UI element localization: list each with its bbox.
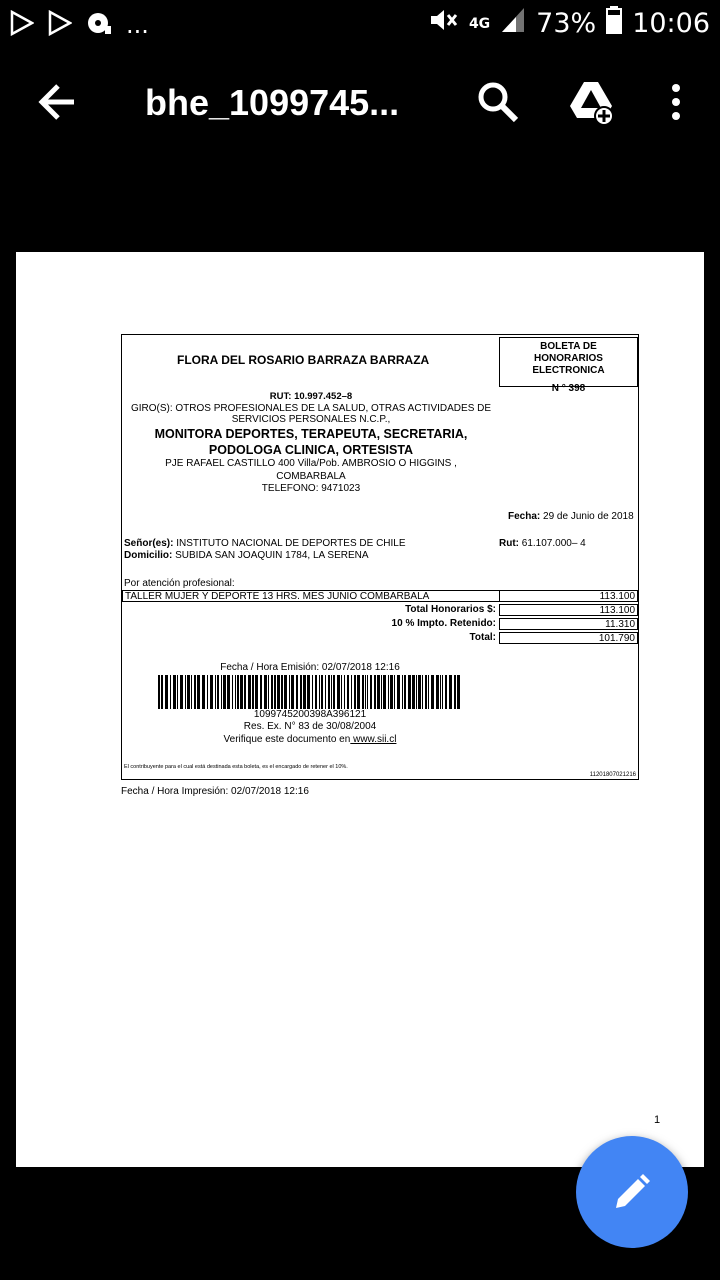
clock: 10:06	[632, 8, 710, 39]
boleta-number: N ° 398	[551, 383, 586, 394]
battery-percent: 73%	[536, 8, 597, 39]
barcode-bar	[445, 675, 447, 709]
barcode-bar	[217, 675, 219, 709]
item-description: TALLER MUJER Y DEPORTE 13 HRS. MES JUNIO COMBARBALA	[122, 590, 500, 602]
giro-line1: GIRO(S): OTROS PROFESIONALES DE LA SALUD, OTRAS ACTIVIDADES DE	[130, 403, 492, 414]
profession-line2: PODOLOGA CLINICA, ORTESISTA	[208, 443, 414, 457]
boleta-title: BOLETA DE HONORARIOS ELECTRONICA	[532, 341, 605, 376]
barcode-bar	[158, 675, 160, 709]
barcode-bar	[281, 675, 283, 709]
barcode-bar	[185, 675, 186, 709]
address-line2: COMBARBALA	[276, 471, 346, 482]
play-store-icon	[10, 10, 34, 40]
footnote: El contribuyente para el cual está destinada esta boleta, es el encargado de retener el 10%.	[124, 764, 348, 770]
barcode-bar	[244, 675, 246, 709]
boleta-document	[121, 334, 639, 780]
barcode-bar	[354, 675, 356, 709]
impto-value: 11.310	[499, 618, 638, 630]
total-value: 101.790	[499, 632, 638, 644]
barcode-bar	[264, 675, 267, 709]
barcode-bar	[454, 675, 456, 709]
barcode-bar	[291, 675, 294, 709]
atencion-label: Por atención profesional:	[124, 578, 235, 589]
barcode-bar	[177, 675, 178, 709]
barcode-bar	[277, 675, 280, 709]
barcode-bar	[274, 675, 276, 709]
barcode-bar	[194, 675, 196, 709]
barcode-bar	[365, 675, 366, 709]
barcode-bar	[300, 675, 302, 709]
total-label: Total:	[469, 632, 496, 643]
res-ex: Res. Ex. N° 83 de 30/08/2004	[243, 721, 377, 732]
network-type: 4G	[468, 15, 491, 32]
barcode-bar	[440, 675, 441, 709]
barcode-bar	[344, 675, 345, 709]
address-line1: PJE RAFAEL CASTILLO 400 Villa/Pob. AMBROSIO O HIGGINS ,	[165, 458, 457, 469]
more-options-icon[interactable]	[652, 78, 700, 126]
barcode-bar	[412, 675, 415, 709]
barcode-bar	[237, 675, 239, 709]
rut-client: Rut: 61.107.000– 4	[499, 538, 586, 549]
total-honorarios-label: Total Honorarios $:	[405, 604, 496, 615]
barcode-bar	[457, 675, 460, 709]
play-store-icon	[48, 10, 72, 40]
barcode-bar	[321, 675, 323, 709]
barcode-bar	[284, 675, 287, 709]
barcode-bar	[416, 675, 417, 709]
status-bar	[0, 0, 720, 48]
barcode-bar	[337, 675, 340, 709]
barcode-bar	[319, 675, 320, 709]
mute-icon	[429, 6, 459, 41]
barcode-bar	[436, 675, 439, 709]
barcode-bar	[180, 675, 183, 709]
profession-line1: MONITORA DEPORTES, TERAPEUTA, SECRETARIA,	[154, 427, 468, 441]
barcode-bar	[170, 675, 171, 709]
page-number: 1	[654, 1114, 661, 1126]
barcode-bar	[303, 675, 306, 709]
signal-icon	[500, 6, 526, 41]
barcode-bar	[370, 675, 372, 709]
barcode-bar	[207, 675, 208, 709]
barcode-bar	[383, 675, 386, 709]
barcode-bar	[252, 675, 254, 709]
barcode-bar	[388, 675, 389, 709]
sii-link[interactable]: www.sii.cl	[350, 734, 397, 745]
issuer-rut: RUT: 10.997.452–8	[269, 391, 353, 402]
barcode-bar	[404, 675, 406, 709]
barcode-bar	[268, 675, 269, 709]
barcode-bar	[377, 675, 380, 709]
battery-icon	[606, 6, 622, 41]
barcode-bar	[307, 675, 310, 709]
more-notifications: ...	[126, 11, 149, 39]
item-amount: 113.100	[499, 590, 638, 602]
barcode-bar	[215, 675, 216, 709]
barcode-bar	[260, 675, 262, 709]
barcode-bar	[394, 675, 395, 709]
barcode-bar	[331, 675, 332, 709]
barcode-bar	[422, 675, 423, 709]
app-toolbar	[0, 48, 720, 160]
barcode-bar	[202, 675, 205, 709]
barcode-bar	[328, 675, 330, 709]
barcode-bar	[221, 675, 222, 709]
total-honorarios-value: 113.100	[499, 604, 638, 616]
barcode-bar	[232, 675, 233, 709]
boleta-box	[499, 337, 638, 394]
barcode-bar	[408, 675, 411, 709]
domicilio: Domicilio: SUBIDA SAN JOAQUIN 1784, LA SERENA	[124, 550, 369, 561]
back-arrow-icon[interactable]	[30, 74, 86, 130]
barcode-bar	[397, 675, 400, 709]
barcode-bar	[390, 675, 393, 709]
verifique: Verifique este documento en www.sii.cl	[223, 734, 397, 745]
barcode-bar	[161, 675, 163, 709]
barcode-bar	[248, 675, 251, 709]
barcode-bar	[187, 675, 190, 709]
barcode-bar	[374, 675, 376, 709]
fecha: Fecha: 29 de Junio de 2018	[508, 511, 634, 522]
barcode-bar	[173, 675, 176, 709]
barcode-bar	[357, 675, 360, 709]
document-code: 11201807021216	[589, 772, 636, 778]
system-icons	[429, 6, 710, 41]
barcode-bar	[333, 675, 335, 709]
barcode-bar	[341, 675, 342, 709]
file-title: bhe_1099745...	[145, 82, 400, 123]
barcode-image	[158, 675, 462, 709]
barcode-number: 1099745200398A396121	[253, 709, 367, 720]
barcode-bar	[351, 675, 352, 709]
barcode-bar	[271, 675, 273, 709]
barcode-bar	[296, 675, 298, 709]
barcode-bar	[197, 675, 200, 709]
barcode-bar	[347, 675, 349, 709]
barcode-bar	[165, 675, 168, 709]
barcode-bar	[381, 675, 382, 709]
barcode-bar	[240, 675, 243, 709]
barcode-bar	[428, 675, 429, 709]
barcode-bar	[289, 675, 290, 709]
barcode-bar	[235, 675, 236, 709]
barcode-bar	[210, 675, 213, 709]
barcode-bar	[223, 675, 226, 709]
barcode-bar	[325, 675, 326, 709]
add-to-drive-icon[interactable]	[568, 78, 616, 126]
barcode-bar	[227, 675, 230, 709]
impresion: Fecha / Hora Impresión: 02/07/2018 12:16	[121, 786, 309, 797]
emision: Fecha / Hora Emisión: 02/07/2018 12:16	[220, 662, 400, 673]
barcode-bar	[191, 675, 192, 709]
edit-pencil-icon	[612, 1172, 652, 1217]
barcode-bar	[431, 675, 434, 709]
notification-icons	[10, 10, 149, 40]
senor: Señor(es): INSTITUTO NACIONAL DE DEPORTES DE CHILE	[124, 538, 406, 549]
phone: TELEFONO: 9471023	[261, 483, 361, 494]
barcode-bar	[367, 675, 368, 709]
barcode-bar	[418, 675, 421, 709]
barcode-bar	[449, 675, 452, 709]
barcode-bar	[362, 675, 364, 709]
pdf-page[interactable]	[16, 252, 704, 1167]
search-icon[interactable]	[474, 78, 522, 126]
giro-line2: SERVICIOS PERSONALES N.C.P.,	[231, 414, 391, 425]
barcode-bar	[315, 675, 317, 709]
barcode-bar	[255, 675, 258, 709]
barcode-bar	[442, 675, 443, 709]
barcode-bar	[425, 675, 427, 709]
edit-button[interactable]	[576, 1136, 688, 1248]
issuer-name: FLORA DEL ROSARIO BARRAZA BARRAZA	[177, 353, 430, 367]
barcode-bar	[312, 675, 313, 709]
barcode-bar	[402, 675, 403, 709]
music-disc-icon	[86, 10, 112, 40]
impto-label: 10 % Impto. Retenido:	[391, 618, 496, 629]
